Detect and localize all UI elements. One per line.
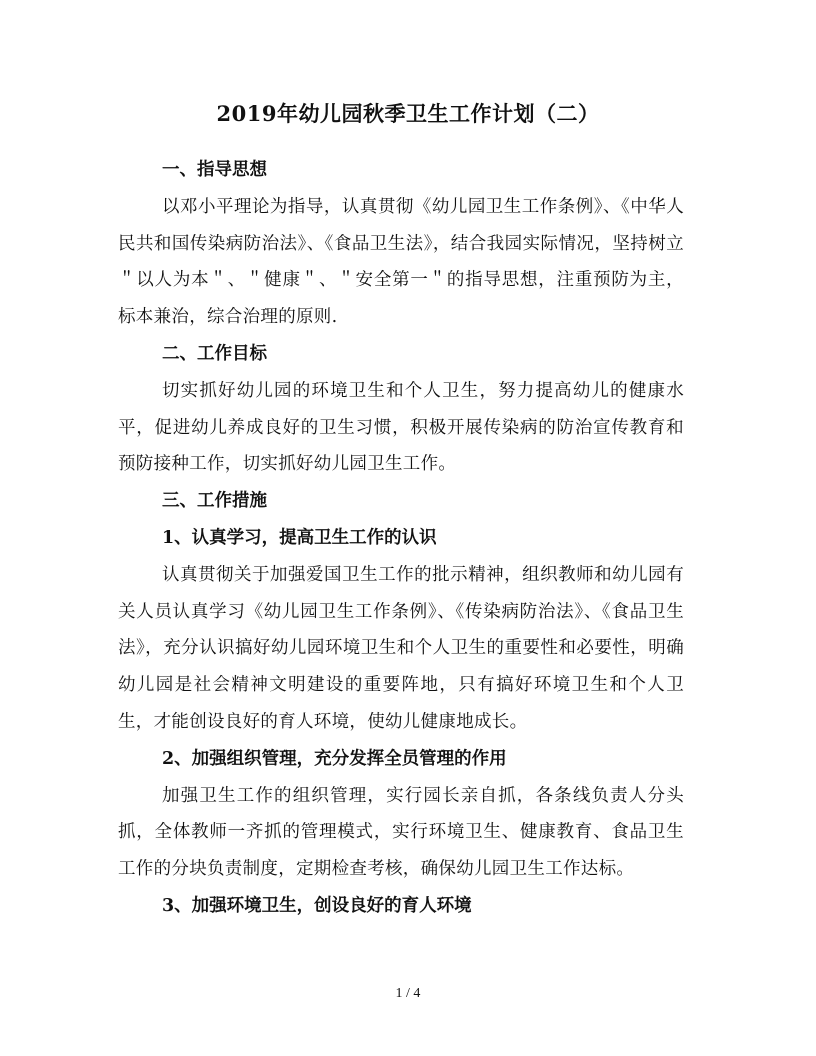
document-title: 2019年幼儿园秋季卫生工作计划（二） — [216, 101, 600, 126]
page-number: 1 / 4 — [395, 986, 421, 1001]
subheading-study: 1、认真学习，提高卫生工作的认识 — [162, 527, 437, 548]
section-heading-work-measures: 三、工作措施 — [162, 491, 267, 512]
section-heading-work-goals: 二、工作目标 — [162, 343, 267, 364]
subheading-environment: 3、加强环境卫生，创设良好的育人环境 — [162, 895, 472, 916]
document-body — [118, 152, 684, 925]
paragraph-work-goals: 切实抓好幼儿园的环境卫生和个人卫生，努力提高幼儿的健康水平，促进幼儿养成良好的卫生习惯，积极开展传染病的防治宣传教育和预防接种工作，切实抓好幼儿园卫生工作。 — [118, 380, 684, 475]
paragraph-organization: 加强卫生工作的组织管理，实行园长亲自抓，各条线负责人分头抓，全体教师一齐抓的管理模式，实行环境卫生、健康教育、食品卫生工作的分块负责制度，定期检查考核，确保幼儿园卫生工作达标。 — [118, 785, 684, 880]
subheading-organization: 2、加强组织管理，充分发挥全员管理的作用 — [162, 748, 507, 769]
paragraph-guiding-ideology: 以邓小平理论为指导，认真贯彻《幼儿园卫生工作条例》、《中华人民共和国传染病防治法》、《食品卫生法》，结合我园实际情况，坚持树立＂以人为本＂、＂健康＂、＂安全第一＂的指导思想，注重预防为主，标本兼治，综合治理的原则. — [118, 196, 684, 328]
section-heading-guiding-ideology: 一、指导思想 — [162, 160, 267, 180]
paragraph-study: 认真贯彻关于加强爱国卫生工作的批示精神，组织教师和幼儿园有关人员认真学习《幼儿园卫生工作条例》、《传染病防治法》、《食品卫生法》，充分认识搞好幼儿园环境卫生和个人卫生的重要性和必要性，明确幼儿园是社会精神文明建设的重要阵地，只有搞好环境卫生和个人卫生，才能创设良好的育人环境，使幼儿健康地成长。 — [118, 564, 684, 732]
